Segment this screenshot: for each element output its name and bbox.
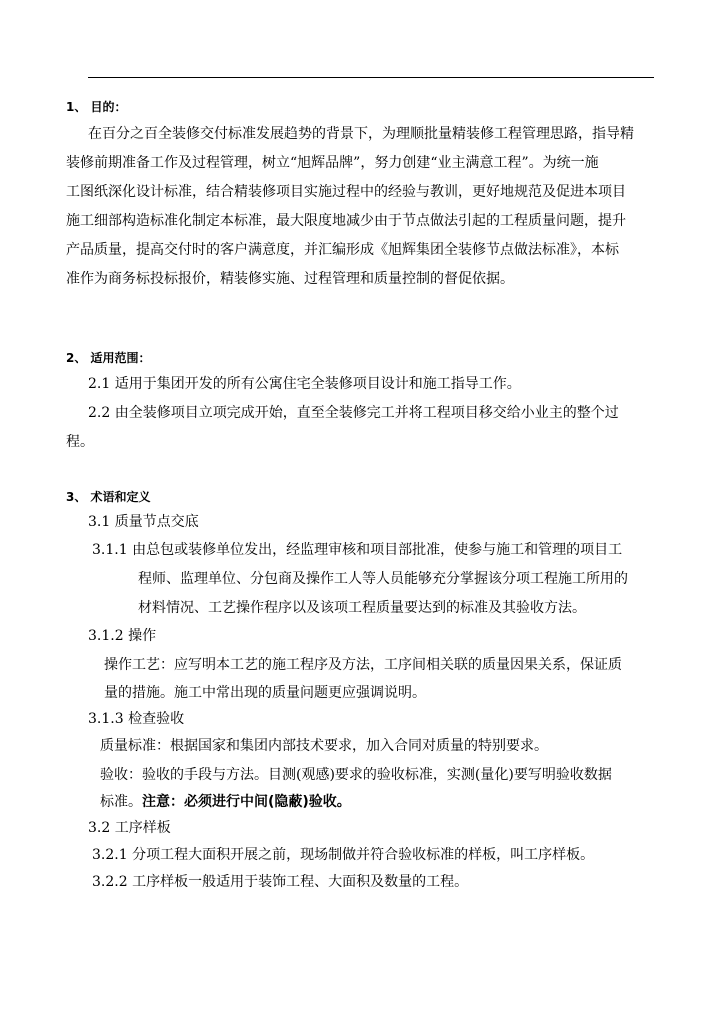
section-1-paragraph-line: 施工细部构造标准化制定本标准，最大限度地减少由于节点做法引起的工程质量问题，提升 [66,213,626,229]
section-1-paragraph-line: 装修前期准备工作及过程管理，树立“旭辉品牌”，努力创建“业主满意工程”。为统一施 [66,155,599,171]
section-1-heading: 1、 目的： [66,100,127,114]
item-3-1-3-line: 验收：验收的手段与方法。目测(观感)要求的验收标准，实测(量化)要写明验收数据 [100,767,612,783]
item-3-1-2-line: 操作工艺：应写明本工艺的施工程序及方法，工序间相关联的质量因果关系，保证质 [104,657,622,673]
subsection-3-2: 3.2 工序样板 [88,820,171,836]
header-rule [88,77,654,78]
item-3-1-2-line: 量的措施。施工中常出现的质量问题更应强调说明。 [104,685,426,701]
item-3-1-2: 3.1.2 操作 [88,628,157,644]
section-1-paragraph-line: 在百分之百全装修交付标准发展趋势的背景下，为理顺批量精装修工程管理思路，指导精 [88,126,634,142]
section-3-heading: 3、 术语和定义 [66,490,151,504]
section-1-paragraph-line: 准作为商务标投标报价，精装修实施、过程管理和质量控制的督促依据。 [66,271,514,287]
acceptance-standard-text: 标准。 [100,794,142,810]
section-2-heading: 2、 适用范围： [66,351,151,365]
item-3-1-1-line: 程师、监理单位、分包商及操作工人等人员能够充分掌握该分项工程施工所用的 [138,571,628,587]
subsection-3-1: 3.1 质量节点交底 [88,514,199,530]
item-3-1-1-line: 3.1.1 由总包或装修单位发出，经监理审核和项目部批准，使参与施工和管理的项目工 [92,542,623,558]
item-2-2-line: 2.2 由全装修项目立项完成开始，直至全装修完工并将工程项目移交给小业主的整个过 [88,405,619,421]
item-2-1: 2.1 适用于集团开发的所有公寓住宅全装修项目设计和施工指导工作。 [88,376,521,392]
item-3-2-1: 3.2.1 分项工程大面积开展之前，现场制做并符合验收标准的样板，叫工序样板。 [92,847,595,863]
item-3-1-1-line: 材料情况、工艺操作程序以及该项工程质量要达到的标准及其验收方法。 [138,600,586,616]
item-2-2-line: 程。 [66,434,94,450]
item-3-1-3: 3.1.3 检查验收 [88,711,185,727]
section-1-paragraph-line: 工图纸深化设计标准，结合精装修项目实施过程中的经验与教训，更好地规范及促进本项目 [66,184,626,200]
section-1-paragraph-line: 产品质量，提高交付时的客户满意度，并汇编形成《旭辉集团全装修节点做法标准》，本标 [66,242,619,258]
item-3-1-3-line: 质量标准：根据国家和集团内部技术要求，加入合同对质量的特别要求。 [100,738,548,754]
attention-note: 注意：必须进行中间(隐蔽)验收。 [142,794,351,810]
item-3-1-3-line [100,793,351,811]
item-3-2-2: 3.2.2 工序样板一般适用于装饰工程、大面积及数量的工程。 [92,874,469,890]
